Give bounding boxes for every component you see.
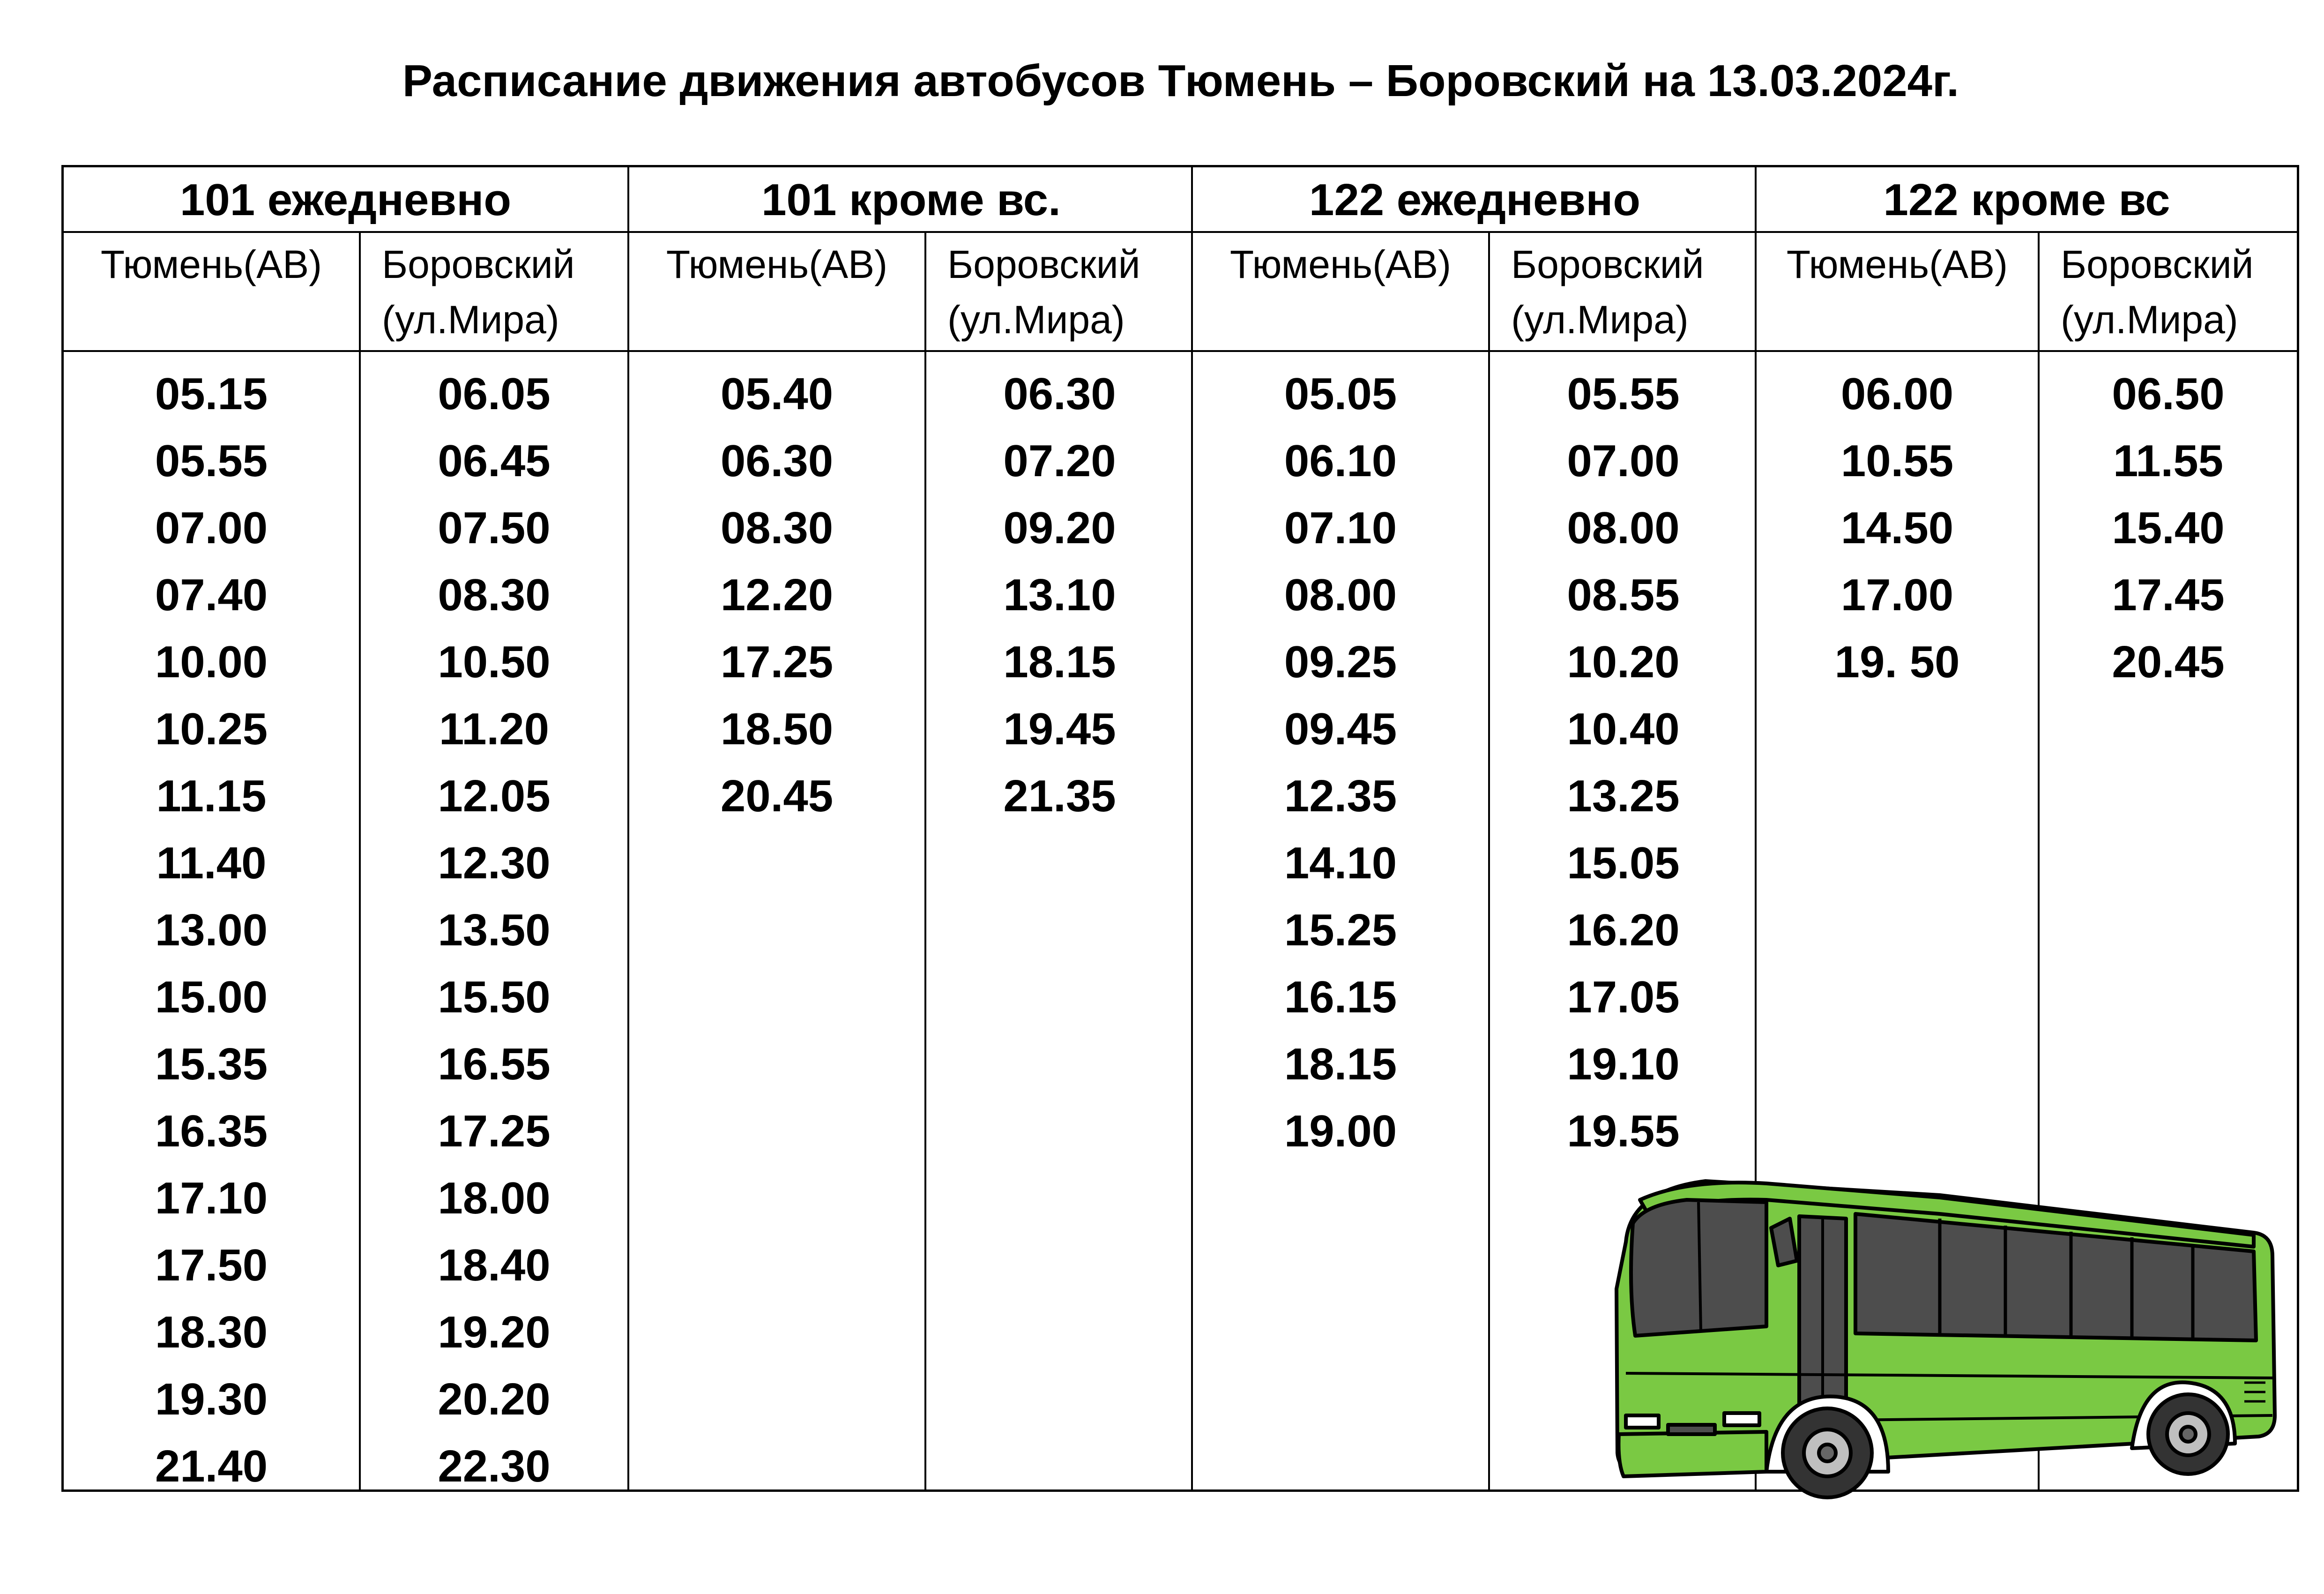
departure-time: 14.50 — [1840, 503, 1954, 553]
departure-time: 17.05 — [1567, 972, 1680, 1022]
departure-time: 10.55 — [1840, 436, 1954, 486]
departure-time: 05.40 — [720, 369, 834, 419]
departure-time: 05.55 — [1567, 369, 1680, 419]
departure-times-from — [1193, 360, 1488, 1165]
departure-time: 07.00 — [155, 503, 268, 553]
column-header-to: Боровский (ул.Мира) — [2040, 233, 2297, 352]
bus-icon — [1612, 1172, 2287, 1528]
departure-time: 11.15 — [156, 771, 267, 821]
departure-time: 13.10 — [1003, 570, 1116, 620]
departure-time: 06.30 — [1003, 369, 1116, 419]
departure-time: 17.25 — [438, 1106, 551, 1156]
departure-time: 15.25 — [1284, 905, 1397, 955]
column-from-tyumen — [1193, 233, 1488, 1489]
departure-time: 13.25 — [1567, 771, 1680, 821]
column-to-borovsky — [359, 233, 627, 1489]
route-header: 122 кроме вс — [1757, 167, 2297, 233]
departure-time: 19.00 — [1284, 1106, 1397, 1156]
departure-time: 08.55 — [1567, 570, 1680, 620]
column-header-to: Боровский (ул.Мира) — [1490, 233, 1757, 352]
departure-time: 19.20 — [438, 1307, 551, 1357]
departure-time: 20.20 — [438, 1374, 551, 1424]
departure-time: 15.05 — [1567, 838, 1680, 888]
departure-time: 22.30 — [438, 1441, 551, 1491]
departure-time: 19.10 — [1567, 1039, 1680, 1089]
departure-time: 12.30 — [438, 838, 551, 888]
departure-time: 10.25 — [155, 704, 268, 754]
route-header: 101 ежедневно — [64, 167, 627, 233]
departure-time: 10.20 — [1567, 637, 1680, 687]
departure-time: 15.00 — [155, 972, 268, 1022]
departure-time: 19.45 — [1003, 704, 1116, 754]
departure-time: 15.50 — [438, 972, 551, 1022]
departure-time: 21.35 — [1003, 771, 1116, 821]
column-to-borovsky — [924, 233, 1193, 1489]
departure-time: 07.50 — [438, 503, 551, 553]
page-title: Расписание движения автобусов Тюмень – Боровский на 13.03.2024г. — [402, 56, 1959, 106]
column-header-from: Тюмень(АВ) — [1757, 233, 2038, 352]
departure-time: 07.20 — [1003, 436, 1116, 486]
column-from-tyumen — [64, 233, 359, 1489]
departure-time: 07.00 — [1567, 436, 1680, 486]
departure-time: 17.10 — [155, 1173, 268, 1223]
column-header-to: Боровский (ул.Мира) — [926, 233, 1193, 352]
route-group-101-daily — [64, 167, 627, 1489]
departure-time: 12.35 — [1284, 771, 1397, 821]
departure-time: 05.05 — [1284, 369, 1397, 419]
departure-time: 10.00 — [155, 637, 268, 687]
departure-time: 09.45 — [1284, 704, 1397, 754]
departure-time: 17.50 — [155, 1240, 268, 1290]
departure-times-from — [1757, 360, 2038, 696]
departure-time: 06.50 — [2112, 369, 2225, 419]
column-header-from: Тюмень(АВ) — [629, 233, 924, 352]
departure-time: 18.30 — [155, 1307, 268, 1357]
departure-times-to — [361, 360, 627, 1500]
column-header-from: Тюмень(АВ) — [64, 233, 359, 352]
departure-times-to — [926, 360, 1193, 830]
departure-time: 16.35 — [155, 1106, 268, 1156]
departure-time: 16.55 — [438, 1039, 551, 1089]
departure-time: 13.50 — [438, 905, 551, 955]
departure-time: 18.15 — [1284, 1039, 1397, 1089]
departure-time: 09.20 — [1003, 503, 1116, 553]
departure-times-from — [64, 360, 359, 1500]
column-header-from: Тюмень(АВ) — [1193, 233, 1488, 352]
departure-time: 17.45 — [2112, 570, 2225, 620]
departure-time: 12.05 — [438, 771, 551, 821]
departure-time: 19.30 — [155, 1374, 268, 1424]
departure-time: 19.55 — [1567, 1106, 1680, 1156]
departure-time: 16.20 — [1567, 905, 1680, 955]
departure-time: 13.00 — [155, 905, 268, 955]
departure-time: 17.25 — [720, 637, 834, 687]
column-from-tyumen — [629, 233, 924, 1489]
route-header: 101 кроме вс. — [629, 167, 1193, 233]
departure-time: 09.25 — [1284, 637, 1397, 687]
departure-time: 18.00 — [438, 1173, 551, 1223]
departure-time: 05.55 — [155, 436, 268, 486]
departure-time: 12.20 — [720, 570, 834, 620]
departure-time: 07.40 — [155, 570, 268, 620]
departure-time: 08.30 — [438, 570, 551, 620]
departure-time: 10.50 — [438, 637, 551, 687]
departure-time: 06.00 — [1840, 369, 1954, 419]
departure-time: 10.40 — [1567, 704, 1680, 754]
departure-time: 18.50 — [720, 704, 834, 754]
departure-time: 06.45 — [438, 436, 551, 486]
departure-time: 08.00 — [1567, 503, 1680, 553]
departure-time: 11.20 — [439, 704, 549, 754]
departure-time: 06.10 — [1284, 436, 1397, 486]
departure-times-to — [2040, 360, 2297, 696]
departure-time: 21.40 — [155, 1441, 268, 1491]
departure-time: 11.40 — [156, 838, 267, 888]
departure-times-to — [1490, 360, 1757, 1165]
departure-time: 06.30 — [720, 436, 834, 486]
departure-time: 11.55 — [2113, 436, 2223, 486]
departure-time: 18.15 — [1003, 637, 1116, 687]
departure-time: 08.00 — [1284, 570, 1397, 620]
departure-time: 18.40 — [438, 1240, 551, 1290]
departure-time: 20.45 — [2112, 637, 2225, 687]
departure-time: 19. 50 — [1834, 637, 1960, 687]
departure-time: 06.05 — [438, 369, 551, 419]
route-header: 122 ежедневно — [1193, 167, 1757, 233]
departure-time: 14.10 — [1284, 838, 1397, 888]
departure-times-from — [629, 360, 924, 830]
departure-time: 07.10 — [1284, 503, 1397, 553]
departure-time: 16.15 — [1284, 972, 1397, 1022]
departure-time: 15.35 — [155, 1039, 268, 1089]
departure-time: 05.15 — [155, 369, 268, 419]
departure-time: 20.45 — [720, 771, 834, 821]
departure-time: 08.30 — [720, 503, 834, 553]
departure-time: 17.00 — [1840, 570, 1954, 620]
column-header-to: Боровский (ул.Мира) — [361, 233, 627, 352]
route-group-101-except-sunday — [627, 167, 1193, 1489]
departure-time: 15.40 — [2112, 503, 2225, 553]
